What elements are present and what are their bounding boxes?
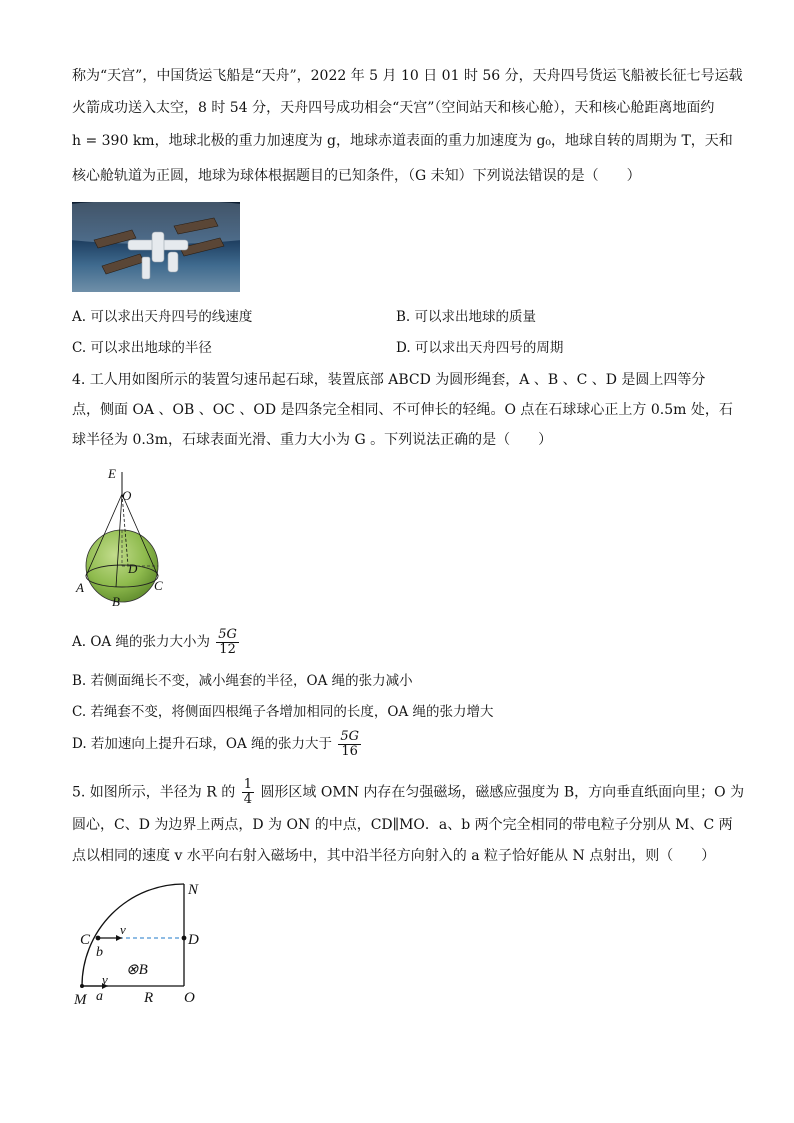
label-c: C: [80, 932, 91, 948]
label-m: M: [74, 992, 87, 1008]
q4-option-a: [72, 628, 241, 657]
q4-option-a-fraction: $\frac{5G}{12}$: [218, 627, 237, 657]
label-v-top: v: [120, 922, 126, 937]
q4-option-a-text: A. OA 绳的张力大小为: [72, 634, 210, 650]
q4-text-line-2: 点，侧面 OA 、OB 、OC 、OD 是四条完全相同、不可伸长的轻绳。O 点在石球球心正上方 0.5m 处，石: [72, 402, 733, 418]
magnetic-field-figure: [70, 880, 220, 1010]
label-a: A: [76, 580, 84, 595]
label-v-bottom: v: [102, 972, 108, 987]
q3-option-a: A. 可以求出天舟四号的线速度: [72, 309, 253, 325]
q3-option-c: C. 可以求出地球的半径: [72, 340, 212, 356]
space-station-photo: [72, 202, 240, 292]
label-o: O: [184, 990, 195, 1006]
q3-option-b: B. 可以求出地球的质量: [396, 309, 537, 325]
q4-option-d-fraction: $\frac{5G}{16}$: [340, 729, 359, 759]
label-c: C: [154, 578, 163, 593]
q5-text-line-2: 圆心，C、D 为边界上两点，D 为 ON 的中点，CD∥MO．a、b 两个完全相同的带电粒子分别从 M、C 两: [72, 817, 733, 833]
q3-option-d: D. 可以求出天舟四号的周期: [396, 340, 564, 356]
q3-text-line-4: 核心舱轨道为正圆，地球为球体根据题目的已知条件，（G 未知）下列说法错误的是（ ）: [72, 168, 641, 184]
label-o: O: [122, 488, 132, 503]
q4-text-line-1: 4. 工人用如图所示的装置匀速吊起石球，装置底部 ABCD 为圆形绳套，A 、B 、C 、D 是圆上四等分: [72, 372, 706, 388]
q5-text-line-3: 点以相同的速度 v 水平向右射入磁场中，其中沿半径方向射入的 a 粒子恰好能从 N 点射出，则（ ）: [72, 848, 716, 864]
q4-text-line-3: 球半径为 0.3m，石球表面光滑、重力大小为 G 。下列说法正确的是（ ）: [72, 432, 553, 448]
q3-text-line-3: h = 390 km，地球北极的重力加速度为 g，地球赤道表面的重力加速度为 g₀，地球自转的周期为 T，天和: [72, 133, 733, 149]
q5-line1-a: 5. 如图所示，半径为 R 的: [72, 784, 236, 801]
q3-text-line-1: 称为“天宫”，中国货运飞船是“天舟”，2022 年 5 月 10 日 01 时 56 分，天舟四号货运飞船被长征七号运载: [72, 68, 743, 84]
label-b: B: [112, 594, 120, 609]
q4-option-c: C. 若绳套不变，将侧面四根绳子各增加相同的长度，OA 绳的张力增大: [72, 704, 494, 720]
label-d: D: [188, 932, 199, 948]
q5-text-line-1: [72, 778, 744, 807]
label-a-particle: a: [96, 989, 103, 1004]
q3-text-line-2: 火箭成功送入太空，8 时 54 分，天舟四号成功相会“天宫”（空间站天和核心舱），天和核心舱距离地面约: [72, 100, 715, 116]
label-b-particle: b: [96, 945, 103, 960]
stone-ball-figure: [72, 462, 182, 612]
label-n: N: [188, 882, 199, 898]
q4-option-d-text: D. 若加速向上提升石球，OA 绳的张力大于: [72, 736, 333, 752]
q4-option-b: B. 若侧面绳长不变，减小绳套的半径，OA 绳的张力减小: [72, 673, 413, 689]
label-d: D: [128, 561, 138, 576]
label-r: R: [144, 990, 154, 1006]
q5-quarter-fraction: $\frac{1}{4}$: [243, 777, 252, 807]
q5-line1-b: 圆形区域 OMN 内存在匀强磁场，磁感应强度为 B，方向垂直纸面向里；O 为: [260, 784, 745, 801]
label-e: E: [108, 466, 116, 481]
q4-option-d: [72, 730, 363, 759]
label-field-b: ⊗B: [126, 962, 148, 978]
